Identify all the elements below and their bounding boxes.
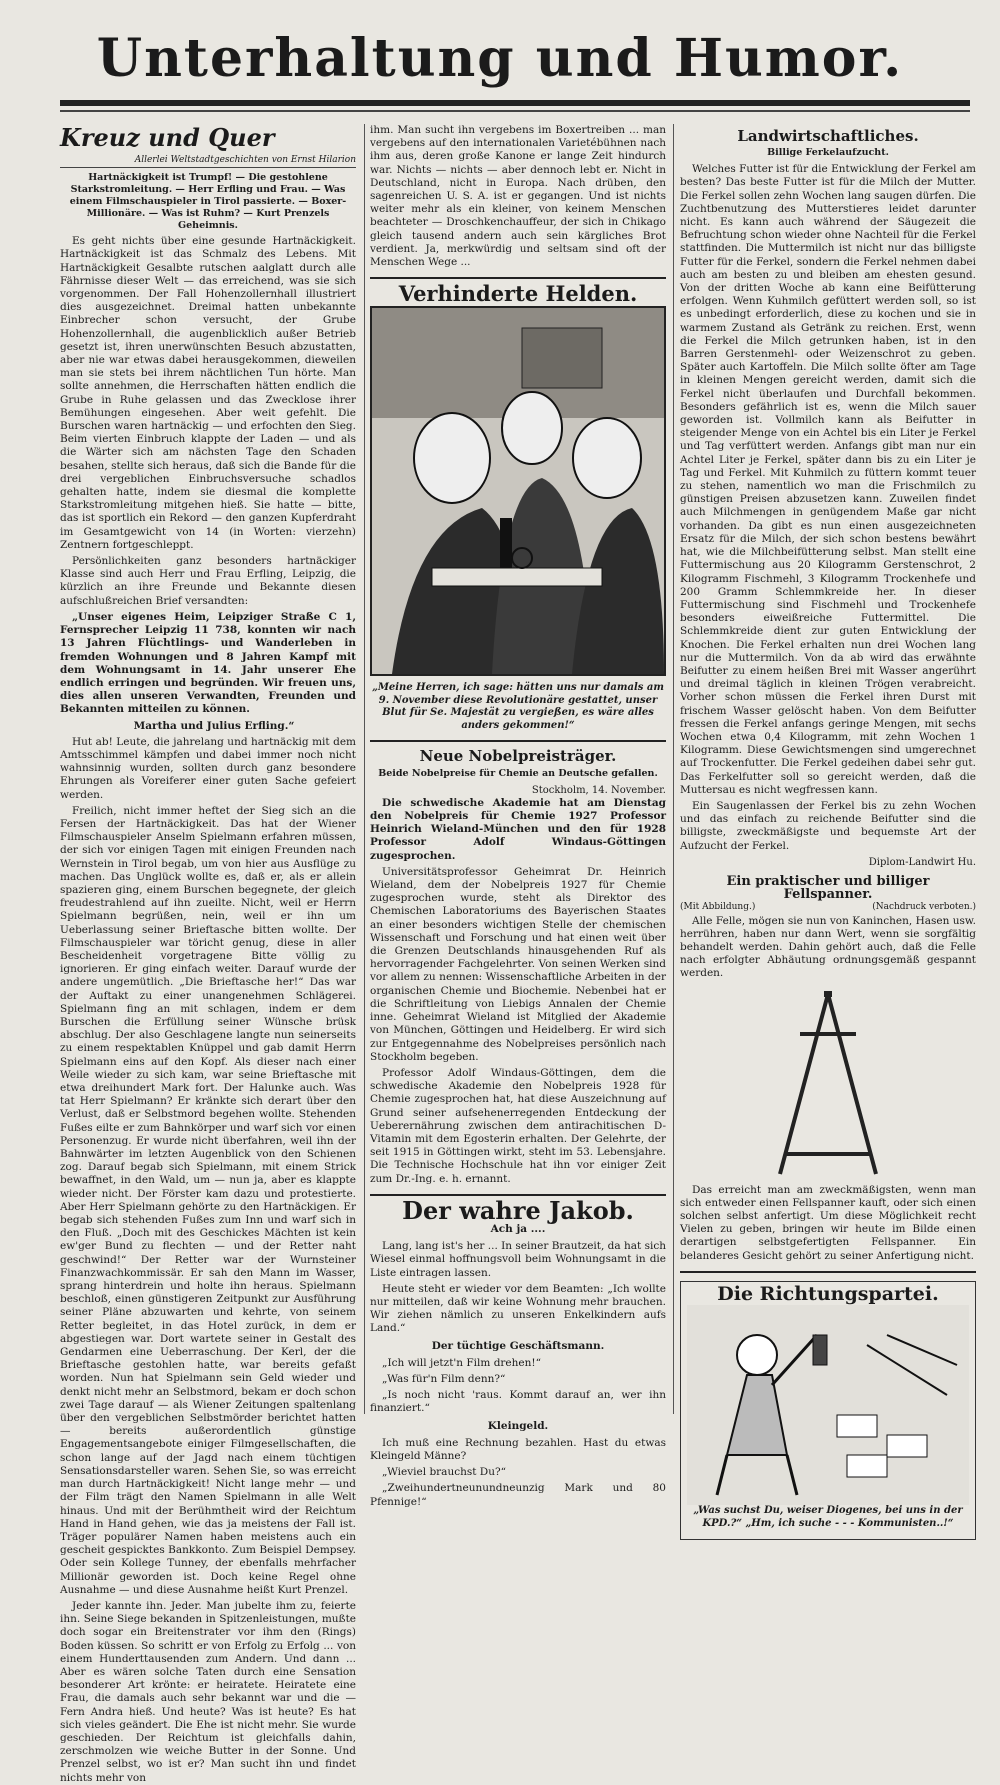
- paragraph: Professor Adolf Windaus-Göttingen, dem die schwedische Akademie den Nobelpreis 1928 für Chemie zugesprochen hat, hat diese Auszeichnung auf Grund seiner aufsehenerregenden Entdeckung der Ueberernährung zwischen dem antirachitischen D-Vitamin mit dem Egosterin erhalten. Der Gelehrte, der seit 1915 in Göttingen wirkt, steht im 53. Lebensjahre. Die Technische Hochschule hat ihn vor einiger Zeit zum Dr.-Ing. e. h. ernannt.: [370, 1066, 666, 1185]
- cartoon-drawing: [687, 1305, 969, 1505]
- cartoon-caption: „Meine Herren, ich sage: hätten uns nur damals am 9. November diese Revolutionäre gestattet, unser Blut für Se. Majestät zu vergießen, es wäre alles anders gekommen!“: [372, 682, 664, 731]
- section-rule: [370, 277, 666, 279]
- masthead-rule: [60, 100, 970, 106]
- fellspanner-drawing: [680, 984, 976, 1184]
- humor-section-title: Der wahre Jakob.: [402, 1195, 634, 1225]
- dateline: Stockholm, 14. November.: [531, 784, 666, 796]
- article-subtitle: Beide Nobelpreise für Chemie an Deutsche gefallen.: [378, 767, 658, 779]
- article-note: (Mit Abbildung.): [680, 902, 756, 913]
- joke-line: „Is noch nicht 'raus. Kommt darauf an, wer ihn finanziert.“: [370, 1389, 666, 1415]
- masthead-rule-thin: [60, 110, 970, 112]
- author-line: Diplom-Landwirt Hu.: [868, 856, 976, 868]
- article-note: (Nachdruck verboten.): [872, 902, 976, 913]
- column-divider: [673, 124, 674, 1414]
- paragraph: Welches Futter ist für die Entwicklung der Ferkel am besten? Das beste Futter ist für die Milch der Mutter. Die Ferkel sollen zehn Wochen lang saugen dürfen. Die Zuchtbenutzung des Mutterstieres leidet darunter nicht. Es kann auch während der Säugezeit die Befruchtung schon wieder ohne Nachteil für die Ferkel stattfinden. Die Muttermilch ist nicht nur das billigste Futter für die Ferkel, sondern die Ferkel nehmen dabei auch am besten zu und bleiben am ehesten gesund. Von der dritten Woche ab kann eine Beifütterung erfolgen. Wenn Kuhmilch gefüttert werden soll, so ist es unbedingt erforderlich, diese zu kochen und sie in warmem Zustand als Getränk zu reichen. Erst, wenn die Ferkel die Milch getrunken haben, ist in den Barren Gerstenmehl- oder Weizenschrot zu geben. Später auch Kartoffeln. Die Milch sollte öfter am Tage in kleinen Mengen gereicht werden, damit sich die Ferkel nicht überlaufen und Durchfall bekommen. Besonders gefährlich ist es, wenn die Milch sauer geworden ist. Vollmilch kann als Beifutter in steigender Menge von ein Achtel bis ein Liter je Ferkel und Tag verfüttert werden. Anfangs gibt man nur ein Achtel Liter je Ferkel, später dann bis zu ein Liter je Tag und Ferkel. Mit Kuhmilch zu füttern kommt teuer zu stehen, namentlich wo man die Frischmilch zu günstigen Preisen abzusetzen kann. Zuweilen findet auch Milchmengen in genügendem Maße gar nicht vorhanden. Da gibt es nun einen ausgezeichneten Ersatz für die Milch, der sich schon bestens bewährt hat, wie die Milchbeifütterung selbst. Man stellt eine Futtermischung aus 20 Kilogramm Gerstenschrot, 2 Kilogramm Fischmehl, 3 Kilogramm Trockenhefe und 200 Gramm Schlemmkreide her. In dieser Futtermischung sind Fischmehl und Trockenhefe besonders eiweißreiche Futtermittel. Die Schlemmkreide dient zur guten Entwicklung der Knochen. Die Ferkel erhalten nun drei Wochen lang nur die Muttermilch. Von da ab wird das erwähnte Beifutter zu einem heißen Brei mit Wasser angerührt und dreimal täglich in kleinen Trögen verabreicht. Vorher schon müssen die Ferkel ihren Durst mit frischem Wasser gelöscht haben. Von dem Beifutter fressen die Ferkel anfangs geringe Mengen, mit sechs Wochen etwa 0,4 Kilogramm, mit zehn Wochen 1 Kilogramm. Diese Gewichtsmengen sind umgerechnet auf Trockenfutter. Die Ferkel gedeihen dabei sehr gut. Das Ferkelfutter soll so gereicht werden, daß die Muttersau es nicht wegfressen kann.: [680, 163, 976, 796]
- paragraph: Hut ab! Leute, die jahrelang und hartnäckig mit dem Amtsschimmel kämpfen und dabei immer noch nicht wahnsinnig wurden, sollten durch ganz besondere Ehrungen als Voreiferer einer guten Sache gefeiert werden.: [60, 735, 356, 801]
- joke-line: „Zweihundertneunundneunzig Mark und 80 Pfennige!“: [370, 1482, 666, 1508]
- cartoon-title: Die Richtungspartei.: [717, 1282, 939, 1305]
- fellspanner-illustration: [680, 984, 976, 1184]
- joke-text: Heute steht er wieder vor dem Beamten: „Ich wollte nur mitteilen, daß wir keine Wohnung mehr brauchen. Wir ziehen nämlich zu unseren Enkelkindern aufs Land.“: [370, 1282, 666, 1335]
- paragraph: ihm. Man sucht ihn vergebens im Boxertreiben ... man vergebens auf den internationalen Varietébühnen nach ihm aus, deren große Kanone er lange Zeit hindurch war. Nichts — nichts — aber dennoch lebt er. Nicht in Deutschland, nicht in Europa. Nach drüben, den sagenreichen U. S. A. ist er gegangen. Und ist nichts weiter mehr als ein kleiner, von keinem Menschen beachteter — Droschkenchauffeur, der sich in Chikago gleich tausend andern auch sein kärgliches Brot verdient. Ja, merkwürdig und seltsam sind oft der Menschen Wege ...: [370, 124, 666, 269]
- column-left: [60, 123, 356, 1784]
- paragraph: Es geht nichts über eine gesunde Hartnäckigkeit. Hartnäckigkeit ist das Schmalz des Lebens. Mit Hartnäckigkeit Gesalbte rutschen aalglatt durch alle Fährnisse dieser Welt — das erreichend, was sie sich vorgenommen. Der Fall Hohenzollernhall illustriert dies ausgezeichnet. Dreimal hatten unbekannte Einbrecher schon versucht, der Grube Hohenzollernhall, die augenblicklich außer Betrieb gesetzt ist, ihren unerwünschten Besuch abzustatten, aber nie war etwas dabei herausgekommen, dieweilen man sie stets bei ihrem nächtlichen Tun hörte. Man sollte annehmen, die Herrschaften hätten endlich die Grube in Ruhe gelassen und das Zwecklose ihrer Bemühungen eingesehen. Aber weit gefehlt. Die Burschen waren hartnäckig — und erfochten den Sieg. Beim vierten Einbruch klappte der Laden — und als die Wärter sich am nächsten Tage den Schaden besahen, stellte sich heraus, daß sich die Bande für die drei vergeblichen Einbruchsversuche schadlos gehalten hatte, indem sie diesmal die komplette Starkstromleitung mitgehen hieß. Sie hatte — bitte, das ist sportlich ein Rekord — den ganzen Kupferdraht im Gesamtgewicht von 14 (in Worten: vierzehn) Zentnern fortgeschleppt.: [60, 235, 356, 551]
- joke-line: „Ich will jetzt'n Film drehen!“: [382, 1356, 541, 1369]
- paragraph: Ein Saugenlassen der Ferkel bis zu zehn Wochen und das einfach zu reichende Beifutter sind die billigste, zweckmäßigste und bequemste Art der Aufzucht der Ferkel.: [680, 799, 976, 852]
- column-divider: [364, 124, 365, 1414]
- article-lead: Die schwedische Akademie hat am Dienstag den Nobelpreis für Chemie 1927 Professor Heinrich Wieland-München und den für 1928 Professor Adolf Windaus-Göttingen zugesprochen.: [370, 796, 666, 862]
- section-rule: [680, 1271, 976, 1273]
- feature-byline: Allerlei Weltstadtgeschichten von Ernst Hilarion: [60, 154, 356, 168]
- cartoon-title: Verhinderte Helden.: [398, 281, 638, 307]
- article-subtitle: Billige Ferkelaufzucht.: [767, 147, 889, 159]
- column-middle: [370, 124, 666, 1508]
- letter-signature: Martha und Julius Erfling.“: [133, 719, 295, 732]
- joke-text: Lang, lang ist's her ... In seiner Brautzeit, da hat sich Wiesel einmal hoffnungsvoll beim Wohnungsamt in die Liste eintragen lassen.: [370, 1240, 666, 1279]
- paragraph: Freilich, nicht immer heftet der Sieg sich an die Fersen der Hartnäckigkeit. Das hat der Wiener Filmschauspieler Anselm Spielmann erfahren müssen, der sich vor einigen Tagen mit einigen Freunden nach Wernstein in Tirol begab, um von hier aus Ausflüge zu machen. Das Unglück wollte es, daß er, als er allein spazieren ging, einem Burschen begegnete, der gleich freudestrahlend auf ihn zueilte. Nicht, weil er Herrn Spielmann begrüßen, nein, weil er ihn um Ueberlassung seiner Brieftasche bitten wollte. Der Filmschauspieler war töricht genug, diese in aller Bescheidenheit vorgetragene Bitte völlig zu ignorieren. Er ging einfach weiter. Darauf wurde der andere ungemütlich. „Die Brieftasche her!“ Das war der Auftakt zu einer unangenehmen Schlägerei. Spielmann fing an mit schlagen, indem er dem Burschen die Erfüllung seiner Wünsche brüsk abschlug. Der also Geschlagene langte nun seinerseits zu einem respektablen Knüppel und gab damit Herrn Spielmann eins auf den Kopf. Als dieser nach einer Weile wieder zu sich kam, war seine Brieftasche mit etwa dreihundert Mark fort. Der Halunke auch. Was tat Herr Spielmann? Er kränkte sich derart über den Verlust, daß er Selbstmord begehen wollte. Stehenden Fußes eilte er zum Bahnkörper und warf sich vor einen Personenzug. Er wurde nicht überfahren, weil ihn der Bahnwärter im letzten Augenblick von den Schienen zog. Darauf begab sich Spielmann, mit einem Strick bewaffnet, in den Wald, um — nun ja, aber es klappte wieder nicht. Der Förster kam dazu und protestierte. Aber Herr Spielmann gehörte zu den Hartnäckigen. Er begab sich stehenden Fußes zum Inn und warf sich in den Fluß. „Doch mit des Geschickes Mächten ist kein ew'ger Bund zu flechten — und der Retter naht geschwind!“ Der Retter war der Wurnsteiner Finanzwachkommissär. Er sah den Mann im Wasser, sprang hinterdrein und holte ihn heraus. Spielmann beschloß, einen günstigeren Zeitpunkt zur Ausführung seiner Pläne abzuwarten und kehrte, von seinem Retter begleitet, in das Hotel zurück, in dem er abgestiegen war. Dort wartete seiner in Gestalt des Gendarmen eine Ueberraschung. Der Kerl, der die Brieftasche gestohlen hatte, war bereits gefaßt worden. Nun hat Spielmann sein Geld wieder und denkt nicht mehr an Selbstmord, bekam er doch schon zwei Tage darauf — als Wiener Zeitungen spaltenlang über den vergeblichen Selbstmörder berichtet hatten — bereits außerordentlich günstige Engagementsangebote einiger Filmgesellschaften, die schon lange auf der Jagd nach einem tüchtigen Sensationsdarsteller waren. Sehen Sie, so was erreicht man durch Hartnäckigkeit! Nicht lange mehr — und der Film trägt den Namen Spielmann in alle Welt hinaus. Und mit der Berühmtheit wird der Reichtum Hand in Hand gehen, wie das ja meistens der Fall ist. Träger populärer Namen haben meistens auch ein gescheit gespicktes Bankkonto. Zum Beispiel Dempsey. Oder sein Kollege Tunney, der ebenfalls mehrfacher Millionär geworden ist. Doch keine Regel ohne Ausnahme — und diese Ausnahme heißt Kurt Prenzel.: [60, 804, 356, 1596]
- feature-title: Kreuz und Quer: [60, 123, 275, 152]
- joke-line: „Wieviel brauchst Du?“: [382, 1466, 506, 1479]
- paragraph: Jeder kannte ihn. Jeder. Man jubelte ihm zu, feierte ihn. Seine Siege bekanden in Spitzenleistungen, mußte doch sogar ein Breitenstrater vor ihm den (Rings) Boden küssen. So schritt er von Erfolg zu Erfolg ... von einem Hunderttausenden zum Andern. Und dann ... Aber es wären solche Taten durch eine Sensation besonderer Art krönte: er heiratete. Heiratete eine Frau, die damals auch sehr bekannt war und die — Fern Andra hieß. Und heute? Was ist heute? Es hat sich vieles geändert. Die Ehe ist nicht mehr. Sie wurde geschieden. Der Reichtum ist gleichfalls dahin, zerschmolzen wie weiche Butter in der Sonne. Und Prenzel selbst, wo ist er? Man sucht ihn und findet nichts mehr von: [60, 1599, 356, 1784]
- masthead: Unterhaltung und Humor.: [96, 28, 904, 89]
- article-title: Ein praktischer und billiger Fellspanner.: [726, 873, 930, 903]
- paragraph: Universitätsprofessor Geheimrat Dr. Heinrich Wieland, dem der Nobelpreis 1927 für Chemie zugesprochen wurde, steht als Direktor des Chemischen Laboratoriums des Bayerischen Staates an einer besonders wichtigen Stelle der chemischen Wissenschaft und Forschung und hat einen weit über die Grenzen Deutschlands hinausgehenden Ruf als hervorragender Fachgelehrter. Von seinen Werken sind vor allem zu nennen: Wissenschaftliche Arbeiten in der organischen Chemie und Biochemie. Nebenbei hat er die Schriftleitung von Liebigs Annalen der Chemie inne. Geheimrat Wieland ist Mitglied der Akademie von München, Göttingen und Heidelberg. Er wird sich zur Entgegennahme des Nobelpreises persönlich nach Stockholm begeben.: [370, 865, 666, 1063]
- joke-title: Kleingeld.: [487, 1419, 549, 1432]
- joke-title: Ach ja ....: [490, 1222, 546, 1235]
- joke-title: Der tüchtige Geschäftsmann.: [431, 1339, 605, 1352]
- paragraph: Persönlichkeiten ganz besonders hartnäckiger Klasse sind auch Herr und Frau Erfling, Leipzig, die kürzlich an ihre Freunde und Bekannte diesen aufschlußreichen Brief versandten:: [60, 555, 356, 607]
- cartoon-caption: „Was suchst Du, weiser Diogenes, bei uns in der KPD.?“ „Hm, ich suche - - - Kommunisten..!“: [693, 1505, 963, 1529]
- cartoon-illustration: [370, 306, 666, 676]
- joke-text: Ich muß eine Rechnung bezahlen. Hast du etwas Kleingeld Männe?: [370, 1436, 666, 1462]
- cartoon-box: [680, 1281, 976, 1540]
- section-rule: [370, 740, 666, 742]
- cartoon-illustration: [687, 1305, 969, 1505]
- column-right: [680, 124, 976, 1529]
- section-title: Landwirtschaftliches.: [737, 127, 919, 145]
- paragraph: Alle Felle, mögen sie nun von Kaninchen, Hasen usw. herrühren, haben nur dann Wert, wenn sie sorgfältig behandelt werden. Dahin gehört auch, daß die Felle nach erfolgter Abhäutung ordnungsgemäß gespannt werden.: [680, 914, 976, 980]
- letter-quote: „Unser eigenes Heim, Leipziger Straße C 1, Fernsprecher Leipzig 11 738, konnten wir nach 13 Jahren Flüchtlings- und Wanderleben in fremden Wohnungen und 8 Jahren Kampf mit dem Wohnungsamt in 14. Jahr unserer Ehe endlich erringen und begründen. Wir freuen uns, dies allen unseren Verwandten, Freunden und Bekannten mitteilen zu können.: [60, 610, 356, 716]
- article-title: Neue Nobelpreisträger.: [419, 747, 617, 766]
- paragraph: Das erreicht man am zweckmäßigsten, wenn man sich entweder einen Fellspanner kauft, oder sich einen solchen selbst anfertigt. Um diese Möglichkeit recht Vielen zu geben, bringen wir heute im Bilde einen derartigen selbstgefertigten Fellspanner. Ein belanderes Gesicht gehört zu seiner Anfertigung nicht.: [680, 1183, 976, 1262]
- joke-line: „Was für'n Film denn?“: [382, 1372, 506, 1385]
- feature-summary: Hartnäckigkeit ist Trumpf! — Die gestohlene Starkstromleitung. — Herr Erfling und Frau. — Was einem Filmschauspieler in Tirol passierte. — Boxer-Millionäre. — Was ist Ruhm? — Kurt Prenzels Geheimnis.: [69, 172, 347, 232]
- cartoon-drawing: [372, 308, 664, 674]
